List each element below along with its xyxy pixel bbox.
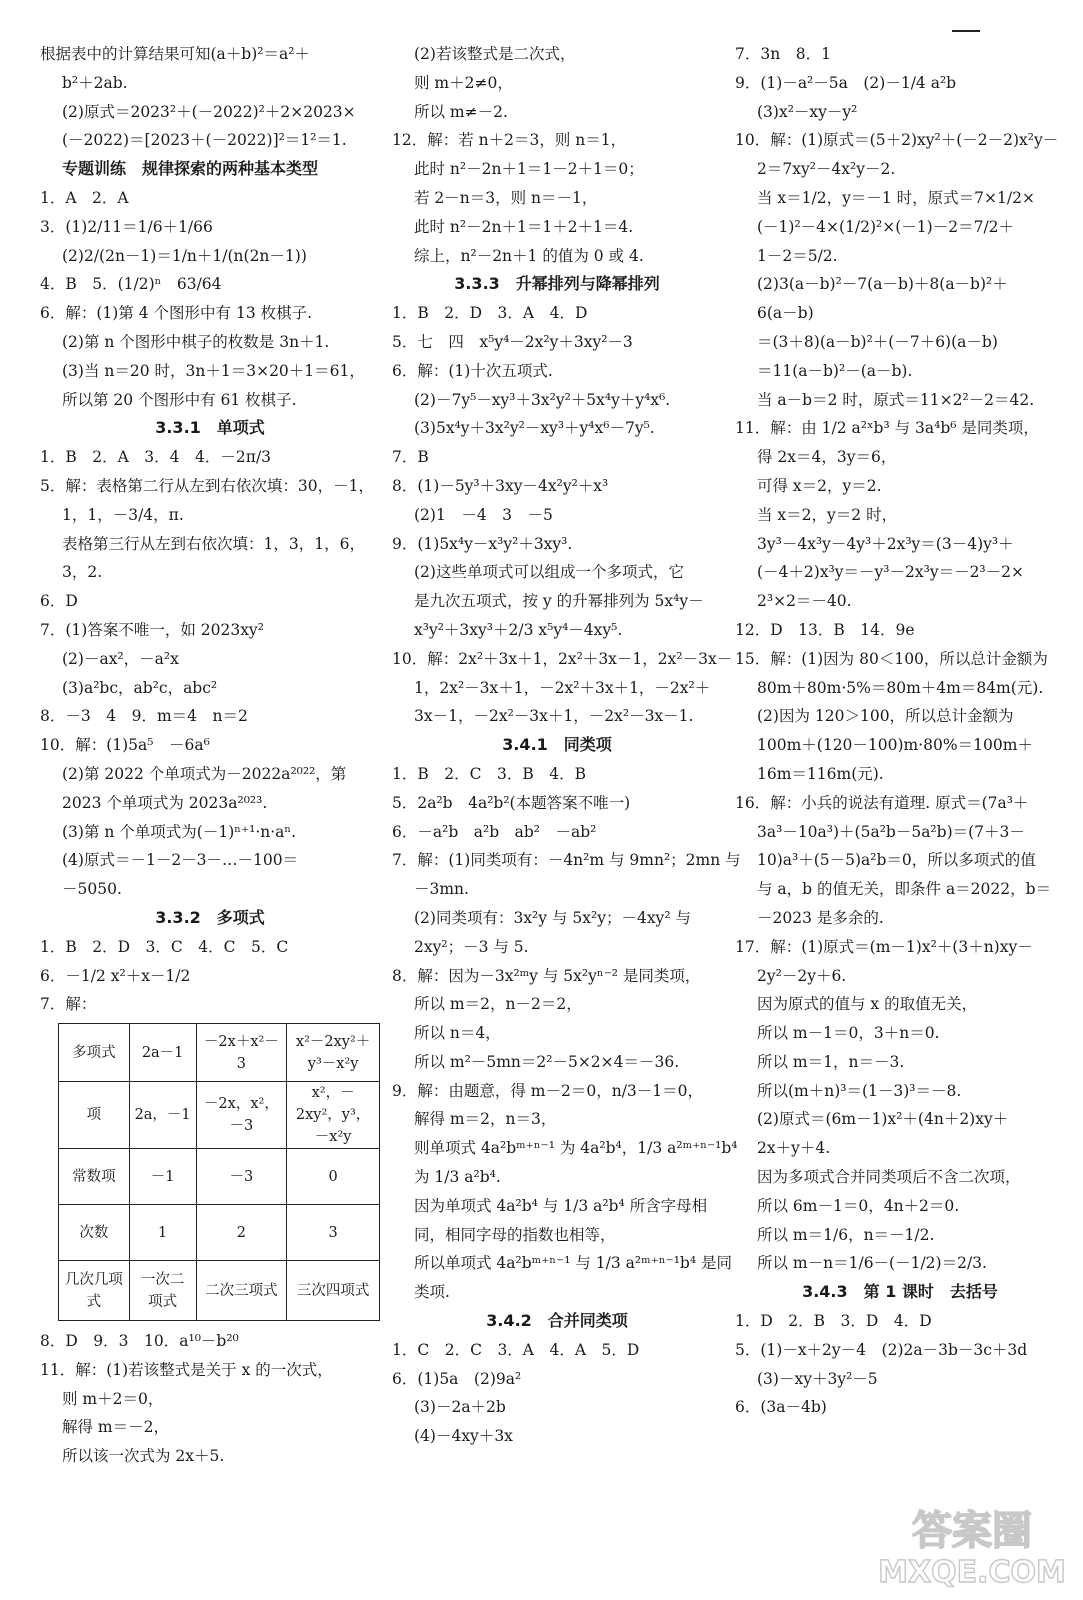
answer-line: 5．七 四 x⁵y⁴－2x²y＋3xy²－3: [392, 332, 633, 351]
page-edge-mark: [952, 30, 980, 32]
answer-line: 2y²－2y＋6.: [757, 966, 847, 985]
answer-line: (2)原式＝(6m－1)x²＋(4n＋2)xy＋: [757, 1110, 1009, 1129]
answer-line: 10．解：(1)原式＝(5＋2)xy²＋(－2－2)x²y－: [735, 131, 1059, 150]
answer-line: (－2022)＝[2023＋(－2022)]²＝1²＝1.: [62, 131, 347, 150]
answer-line: (2)3(a－b)²－7(a－b)＋8(a－b)²＋: [757, 275, 1008, 294]
answer-line: 2023 个单项式为 2023a²⁰²³.: [62, 793, 268, 812]
polynomial-table: [58, 1023, 380, 1321]
answer-line: 所以 m＝1，n＝－3.: [757, 1052, 905, 1071]
answer-column-2: [392, 40, 741, 1451]
table-cell: 二次三项式: [196, 1261, 287, 1321]
answer-line: 3y³－4x³y－4y³＋2x³y＝(3－4)y³＋: [757, 534, 1014, 553]
answer-line: (3)5x⁴y＋3x²y²－xy³＋y⁴x⁶－7y⁵.: [414, 419, 655, 438]
answer-line: 2³×2＝－40.: [757, 592, 852, 611]
section-heading: 3.4.3 第 1 课时 去括号: [802, 1282, 998, 1302]
answer-line: 3a³－10a³)＋(5a²b－5a²b)＝(7＋3－: [757, 822, 1025, 841]
answer-line: (2)第 2022 个单项式为－2022a²⁰²²，第: [62, 764, 347, 783]
answer-line: 因为多项式合并同类项后不含二次项，: [757, 1168, 1021, 1187]
answer-line: 3．(1)2/11＝1/6＋1/66: [40, 217, 213, 236]
table-cell: －3: [196, 1149, 287, 1205]
answer-line: 17．解：(1)原式＝(m－1)x²＋(3＋n)xy－: [735, 937, 1033, 956]
answer-line: x³y²＋3xy³＋2/3 x⁵y⁴－4xy⁵.: [414, 620, 623, 639]
answer-line: 6．D: [40, 592, 78, 611]
section-heading: 3.3.3 升幂排列与降幂排列: [454, 274, 660, 294]
answer-line: 15．解：(1)因为 80＜100，所以总计金额为: [735, 649, 1048, 668]
answer-line: 解得 m＝2，n＝3，: [414, 1110, 557, 1129]
answer-line: 1，1，－3/4，π.: [62, 505, 184, 524]
answer-line: 7．B: [392, 448, 429, 467]
svg-text:答案圈: 答案圈: [912, 1508, 1032, 1554]
answer-line: (3)－xy＋3y²－5: [757, 1369, 878, 1388]
answer-line: 是九次五项式，按 y 的升幂排列为 5x⁴y－: [414, 592, 704, 611]
answer-line: 8．(1)－5y³＋3xy－4x²y²＋x³: [392, 476, 609, 495]
answer-line: 3，2.: [62, 563, 103, 582]
answer-line: 因为原式的值与 x 的取值无关，: [757, 995, 978, 1014]
answer-line: (4)原式＝－1－2－3－…－100＝: [62, 851, 299, 870]
answer-line: (3)a²bc，ab²c，abc²: [62, 678, 218, 697]
table-cell: 次数: [59, 1205, 130, 1261]
answer-line: 解得 m＝－2，: [62, 1418, 169, 1437]
answer-line: 2xy²；－3 与 5.: [414, 937, 529, 956]
table-cell: 2a－1: [129, 1024, 196, 1082]
answer-line: 所以 m－1＝0，3＋n＝0.: [757, 1024, 940, 1043]
answer-line: 8．D 9．3 10．a¹⁰－b²⁰: [40, 1332, 239, 1351]
answer-column-3: [735, 40, 1065, 1422]
table-cell: 三次四项式: [287, 1261, 380, 1321]
answer-line: (2)这些单项式可以组成一个多项式，它: [414, 563, 684, 582]
answer-line: (3)x²－xy－y²: [757, 102, 858, 121]
answer-line: (3)－2a＋2b: [414, 1398, 506, 1417]
section-heading: 3.3.1 单项式: [155, 418, 265, 438]
answer-line: 得 2x＝4，3y＝6，: [757, 448, 897, 467]
section-heading: 3.4.1 同类项: [502, 735, 612, 755]
answer-line: (4)－4xy＋3x: [414, 1427, 513, 1446]
answer-line: 1．A 2．A: [40, 188, 129, 207]
answer-line: 因为单项式 4a²b⁴ 与 1/3 a²b⁴ 所含字母相: [414, 1196, 708, 1215]
table-cell: －1: [129, 1149, 196, 1205]
answer-line: (2)若该整式是二次式，: [414, 45, 576, 63]
section-heading: 3.4.2 合并同类项: [486, 1311, 628, 1331]
answer-line: 11．解：由 1/2 a²ˣb³ 与 3a⁴b⁶ 是同类项，: [735, 419, 1039, 438]
table-cell: 几次几项式: [59, 1261, 130, 1321]
answer-line: 6．(1)5a (2)9a²: [392, 1369, 522, 1388]
answer-line: (2)同类项有：3x²y 与 5x²y；－4xy² 与: [414, 908, 691, 927]
answer-line: －2023 是多余的.: [757, 908, 884, 927]
table-row: [59, 1024, 380, 1082]
answer-line: 3x－1，－2x²－3x＋1，－2x²－3x－1.: [414, 707, 694, 726]
answer-line: 所以 6m－1＝0，4n＋2＝0.: [757, 1196, 960, 1215]
answer-line: 5．2a²b 4a²b²(本题答案不唯一): [392, 793, 631, 812]
answer-line: 若 2－n＝3，则 n＝－1，: [414, 188, 598, 207]
answer-line: 此时 n²－2n＋1＝1＋2＋1＝4.: [414, 217, 634, 236]
answer-line: 综上，n²－2n＋1 的值为 0 或 4.: [414, 246, 644, 265]
answer-line: 同，相同字母的指数也相等，: [414, 1225, 616, 1244]
answer-line: 所以 m－n＝1/6－(－1/2)＝2/3.: [757, 1254, 987, 1273]
answer-line: 根据表中的计算结果可知(a＋b)²＝a²＋: [40, 45, 310, 63]
answer-line: (2)第 n 个图形中棋子的枚数是 3n＋1.: [62, 332, 330, 351]
answer-line: －5050.: [62, 880, 122, 899]
answer-line: 则 m＋2＝0，: [62, 1389, 164, 1408]
answer-line: 9．(1)5x⁴y－x³y²＋3xy³.: [392, 534, 573, 553]
answer-line: (3)第 n 个单项式为(－1)ⁿ⁺¹·n·aⁿ.: [62, 822, 297, 841]
answer-line: 所以 n＝4，: [414, 1024, 501, 1043]
answer-line: 所以 m≠－2.: [414, 102, 508, 121]
answer-line: －3mn.: [414, 880, 469, 899]
answer-line: ＝(3＋8)(a－b)²＋(－7＋6)(a－b): [757, 332, 998, 351]
answer-line: 所以 m＝1/6，n＝－1/2.: [757, 1225, 935, 1244]
answer-line: 12．D 13．B 14．9e: [735, 620, 915, 639]
answer-line: 表格第三行从左到右依次填：1，3，1，6，: [62, 534, 365, 553]
answer-line: 80m＋80m·5%＝80m＋4m＝84m(元).: [757, 678, 1044, 697]
answer-line: 12．解：若 n＋2＝3，则 n＝1，: [392, 131, 627, 150]
answer-line: 1．B 2．D 3．C 4．C 5．C: [40, 937, 289, 956]
table-cell: 一次二项式: [129, 1261, 196, 1321]
answer-line: (2)－7y⁵－xy³＋3x²y²＋5x⁴y＋y⁴x⁶.: [414, 390, 671, 409]
answer-line: b²＋2ab.: [62, 73, 128, 92]
answer-line: 7．(1)答案不唯一，如 2023xy²: [40, 620, 264, 639]
answer-line: 1，2x²－3x＋1，－2x²＋3x＋1，－2x²＋: [414, 678, 711, 697]
answer-line: 可得 x＝2，y＝2.: [757, 476, 882, 495]
table-cell: 2a，－1: [129, 1082, 196, 1149]
answer-line: 6．(3a－4b): [735, 1398, 827, 1417]
answer-line: 9．(1)－a²－5a (2)－1/4 a²b: [735, 73, 957, 92]
answer-line: (2)1 －4 3 －5: [414, 505, 553, 524]
table-cell: 1: [129, 1205, 196, 1261]
answer-line: 当 x＝1/2，y＝－1 时，原式＝7×1/2×: [757, 188, 1035, 207]
answer-line: 4．B 5．(1/2)ⁿ 63/64: [40, 275, 222, 294]
answer-line: 2x＋y＋4.: [757, 1139, 831, 1158]
table-row: [59, 1261, 380, 1321]
watermark-logo: [872, 1500, 1067, 1590]
table-cell: 2: [196, 1205, 287, 1261]
answer-line: 16．解：小兵的说法有道理. 原式＝(7a³＋: [735, 793, 1029, 812]
answer-line: (－1)²－4×(1/2)²×(－1)－2＝7/2＋: [757, 217, 1015, 236]
table-cell: 项: [59, 1082, 130, 1149]
answer-line: 当 a－b＝2 时，原式＝11×2²－2＝42.: [757, 390, 1035, 409]
answer-line: 与 a，b 的值无关，即条件 a＝2022，b＝: [757, 880, 1052, 899]
answer-line: (2)因为 120＞100，所以总计金额为: [757, 707, 1014, 726]
answer-line: 5．(1)－x＋2y－4 (2)2a－3b－3c＋3d: [735, 1340, 1028, 1359]
answer-line: 6．解：(1)十次五项式.: [392, 361, 553, 380]
table-row: [59, 1205, 380, 1261]
answer-line: 类项.: [414, 1283, 450, 1302]
answer-line: 5．解：表格第二行从左到右依次填：30，－1，: [40, 476, 374, 495]
answer-line: 则 m＋2≠0，: [414, 73, 513, 92]
table-cell: 常数项: [59, 1149, 130, 1205]
table-cell: x²－2xy²＋y³－x²y: [287, 1024, 380, 1082]
answer-line: 所以单项式 4a²bᵐ⁺ⁿ⁻¹ 与 1/3 a²ᵐ⁺ⁿ⁻¹b⁴ 是同: [414, 1254, 732, 1273]
answer-line: 所以(m＋n)³＝(1－3)³＝－8.: [757, 1081, 962, 1100]
answer-line: 1．C 2．C 3．A 4．A 5．D: [392, 1340, 640, 1359]
answer-line: 8．－3 4 9．m＝4 n＝2: [40, 707, 248, 726]
answer-line: (3)当 n＝20 时，3n＋1＝3×20＋1＝61，: [62, 361, 365, 380]
section-heading: 专题训练 规律探索的两种基本类型: [62, 159, 319, 179]
answer-line: 2＝7xy²－4x²y－2.: [757, 160, 896, 179]
answer-line: 1．D 2．B 3．D 4．D: [735, 1312, 932, 1331]
answer-line: 7．3n 8．1: [735, 45, 831, 63]
table-cell: －2x＋x²－3: [196, 1024, 287, 1082]
svg-text:MXQE.COM: MXQE.COM: [878, 1555, 1066, 1590]
answer-line: 16m＝116m(元).: [757, 764, 884, 783]
answer-line: 7．解：: [40, 995, 97, 1014]
table-cell: －2x，x²，－3: [196, 1082, 287, 1149]
answer-line: 所以该一次式为 2x＋5.: [62, 1447, 225, 1466]
answer-line: (2)2/(2n－1)＝1/n＋1/(n(2n－1)): [62, 246, 307, 265]
table-cell: 0: [287, 1149, 380, 1205]
answer-line: 1．B 2．D 3．A 4．D: [392, 304, 588, 323]
answer-line: 6．－1/2 x²＋x－1/2: [40, 966, 191, 985]
answer-line: 当 x＝2，y＝2 时，: [757, 505, 898, 524]
table-row: [59, 1149, 380, 1205]
answer-line: 1．B 2．C 3．B 4．B: [392, 764, 586, 783]
answer-line: ＝11(a－b)²－(a－b).: [757, 361, 913, 380]
answer-line: 10)a³＋(5－5)a²b＝0，所以多项式的值: [757, 851, 1036, 870]
answer-line: 为 1/3 a²b⁴.: [414, 1168, 501, 1187]
answer-line: (－4＋2)x³y＝－y³－2x³y＝－2³－2×: [757, 563, 1024, 582]
answer-line: 6．－a²b a²b ab² －ab²: [392, 822, 597, 841]
answer-line: 所以第 20 个图形中有 61 枚棋子.: [62, 390, 297, 409]
answer-line: 6．解：(1)第 4 个图形中有 13 枚棋子.: [40, 304, 313, 323]
answer-line: (2)－ax²，－a²x: [62, 649, 179, 668]
answer-line: 所以 m²－5mn＝2²－5×2×4＝－36.: [414, 1052, 680, 1071]
answer-line: 则单项式 4a²bᵐ⁺ⁿ⁻¹ 为 4a²b⁴，1/3 a²ᵐ⁺ⁿ⁻¹b⁴: [414, 1139, 738, 1158]
table-cell: 多项式: [59, 1024, 130, 1082]
answer-line: 9．解：由题意，得 m－2＝0，n/3－1＝0，: [392, 1081, 704, 1100]
section-heading: 3.3.2 多项式: [155, 907, 265, 927]
answer-line: 1－2＝5/2.: [757, 246, 838, 265]
answer-line: 所以 m＝2，n－2＝2，: [414, 995, 582, 1014]
answer-line: 6(a－b): [757, 304, 814, 323]
answer-line: 1．B 2．A 3．4 4．－2π/3: [40, 448, 272, 467]
table-cell: x²，－2xy²，y³，－x²y: [287, 1082, 380, 1149]
answer-column-1: [40, 40, 380, 1471]
answer-line: 10．解：(1)5a⁵ －6a⁶: [40, 736, 210, 755]
answer-line: 100m＋(120－100)m·80%＝100m＋: [757, 736, 1033, 755]
answer-line: 10．解：2x²＋3x＋1，2x²＋3x－1，2x²－3x－: [392, 649, 733, 668]
table-cell: 3: [287, 1205, 380, 1261]
answer-line: 此时 n²－2n＋1＝1－2＋1＝0；: [414, 160, 644, 179]
answer-line: 7．解：(1)同类项有：－4n²m 与 9mn²；2mn 与: [392, 851, 741, 870]
answer-line: 11．解：(1)若该整式是关于 x 的一次式，: [40, 1360, 333, 1379]
answer-line: (2)原式＝2023²＋(－2022)²＋2×2023×: [62, 102, 356, 121]
table-row: [59, 1082, 380, 1149]
answer-line: 8．解：因为－3x²ᵐy 与 5x²yⁿ⁻² 是同类项，: [392, 966, 701, 985]
